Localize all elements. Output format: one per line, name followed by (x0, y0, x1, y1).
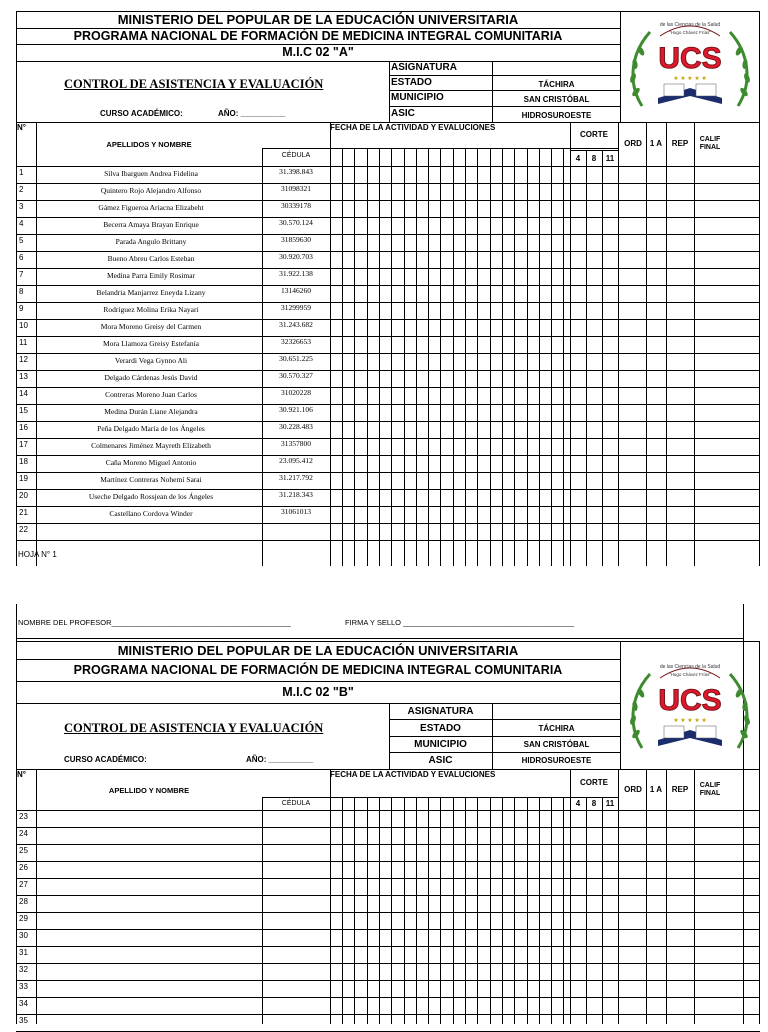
municipio-value-b: SAN CRISTÓBAL (523, 740, 590, 749)
student-cedula: 31061013 (281, 507, 311, 516)
grid-line (16, 963, 760, 964)
row-number: 19 (19, 474, 28, 483)
ministry-title: MINISTERIO DEL POPULAR DE LA EDUCACIÓN UNIVERSITARIA (117, 12, 519, 27)
row-number: 33 (19, 982, 28, 991)
grid-line (570, 150, 618, 151)
svg-text:"Hugo Chávez Frías": "Hugo Chávez Frías" (669, 30, 711, 35)
student-name: Medina Durán Liane Alejandra (104, 407, 198, 416)
asic-label: ASIC (391, 108, 415, 119)
grid-line (16, 200, 760, 201)
row-number: 29 (19, 914, 28, 923)
row-number: 14 (19, 389, 28, 398)
student-name: Contreras Moreno Juan Carlos (105, 390, 197, 399)
grid-line (391, 797, 392, 1024)
student-name: Silva Ibarguen Andrea Fidelina (104, 169, 198, 178)
svg-text:UCS: UCS (658, 684, 722, 717)
corte-col-8: 8 (591, 153, 597, 163)
row-number: 1 (19, 168, 24, 177)
grid-line (502, 797, 503, 1024)
grid-line (16, 302, 760, 303)
grid-line (428, 148, 429, 566)
ucs-logo-icon (624, 656, 756, 764)
row-number: 28 (19, 897, 28, 906)
student-name: Colmenares Jiménez Mayreth Elizabeth (91, 441, 211, 450)
svg-text:UCS: UCS (658, 42, 722, 75)
municipio-label: MUNICIPIO (391, 92, 444, 103)
student-cedula: 31.217.792 (279, 473, 313, 482)
municipio-label-b: MUNICIPIO (414, 739, 467, 750)
student-cedula: 13146260 (281, 286, 311, 295)
grid-line (586, 797, 587, 1024)
grid-line (16, 319, 760, 320)
anio-label-b: AÑO: __________ (246, 755, 314, 764)
student-cedula: 31859630 (281, 235, 311, 244)
section-title: M.I.C 02 "A" (282, 45, 354, 59)
grid-line (16, 404, 760, 405)
grid-line (16, 166, 760, 167)
estado-label: ESTADO (391, 77, 432, 88)
student-name: Peña Delgado María de los Ángeles (97, 424, 205, 433)
program-title: PROGRAMA NACIONAL DE FORMACIÓN DE MEDICINA INTEGRAL COMUNITARIA (73, 29, 563, 43)
student-cedula: 31020228 (281, 388, 311, 397)
grid-line (586, 150, 587, 566)
grid-line (551, 797, 552, 1024)
row-number: 3 (19, 202, 24, 211)
row-number: 27 (19, 880, 28, 889)
student-cedula: 31299959 (281, 303, 311, 312)
grid-line (563, 797, 564, 1024)
row-number: 18 (19, 457, 28, 466)
student-name: Rodríguez Molina Erika Nayari (103, 305, 199, 314)
grid-line (354, 148, 355, 566)
name-header-b: APELLIDO Y NOMBRE (108, 785, 190, 795)
grid-line (16, 353, 760, 354)
row-number: 11 (19, 338, 28, 347)
anio-label: AÑO: __________ (218, 109, 286, 118)
control-title: CONTROL DE ASISTENCIA Y EVALUACIÓN (64, 77, 324, 91)
row-number: 24 (19, 829, 28, 838)
grid-line (16, 234, 760, 235)
row-number: 31 (19, 948, 28, 957)
student-cedula: 31.243.682 (279, 320, 313, 329)
grid-line (354, 797, 355, 1024)
row-number: 2 (19, 185, 24, 194)
corte-col-11-b: 11 (605, 799, 615, 808)
student-name: Caña Moreno Miguel Antonio (105, 458, 197, 467)
asignatura-label-b: ASIGNATURA (407, 706, 474, 717)
corte-col-4-b: 4 (575, 799, 581, 808)
student-cedula: 31.398.843 (279, 167, 313, 176)
grid-line (602, 797, 603, 1024)
row-number: 22 (19, 525, 28, 534)
student-cedula: 32326653 (281, 337, 311, 346)
grid-line (416, 797, 417, 1024)
student-cedula: 30339178 (281, 201, 311, 210)
grid-line (16, 387, 760, 388)
student-name: Mora Moreno Greisy del Carmen (100, 322, 202, 331)
student-cedula: 31.922.138 (279, 269, 313, 278)
grid-line (551, 148, 552, 566)
rep-header: REP (671, 138, 689, 148)
student-name: Verardi Vega Gynno Ali (114, 356, 188, 365)
row-number: 10 (19, 321, 28, 330)
corte-col-11: 11 (605, 153, 615, 163)
row-number: 16 (19, 423, 28, 432)
grid-line (36, 769, 37, 1024)
svg-text:"Hugo Chávez Frías": "Hugo Chávez Frías" (669, 672, 711, 677)
grid-line (570, 122, 571, 566)
row-number: 34 (19, 999, 28, 1008)
firma-line: FIRMA Y SELLO _________________________________________ (345, 618, 575, 627)
grid-line (666, 769, 667, 1024)
student-name: Mora Llamoza Greisy Estefanía (102, 339, 199, 348)
student-cedula: 30.570.327 (279, 371, 313, 380)
grid-line (330, 769, 331, 1024)
grid-line (16, 251, 760, 252)
row-number: 12 (19, 355, 28, 364)
grid-line (16, 506, 760, 507)
corte-col-8-b: 8 (591, 799, 597, 808)
grid-line (453, 797, 454, 1024)
grid-line (477, 148, 478, 566)
section-title-b: M.I.C 02 "B" (282, 685, 354, 699)
student-cedula: 31357800 (281, 439, 311, 448)
grid-line (16, 421, 760, 422)
grid-line (16, 946, 760, 947)
student-name: Castellano Cordova Winder (109, 509, 193, 518)
one-a-header-b: 1 A (649, 784, 663, 794)
student-cedula: 30.228.483 (279, 422, 313, 431)
municipio-value: SAN CRISTÓBAL (523, 94, 590, 104)
student-cedula: 31098321 (281, 184, 311, 193)
grid-line (262, 797, 618, 798)
row-number: 32 (19, 965, 28, 974)
grid-line (342, 148, 343, 566)
grid-line (618, 122, 619, 566)
grid-line (502, 148, 503, 566)
grid-line (16, 285, 760, 286)
control-title-b: CONTROL DE ASISTENCIA Y EVALUACIÓN (64, 721, 324, 735)
grid-line (618, 769, 619, 1024)
grid-line (16, 336, 760, 337)
grid-line (477, 797, 478, 1024)
grid-line (602, 150, 603, 566)
ord-header-b: ORD (624, 784, 642, 794)
grid-line (367, 797, 368, 1024)
grid-line (694, 122, 695, 566)
svg-text:★ ★ ★ ★ ★: ★ ★ ★ ★ ★ (673, 718, 707, 724)
grid-line (539, 797, 540, 1024)
fecha-header: FECHA DE LA ACTIVIDAD Y EVALUCIONES (330, 123, 496, 132)
corte-header: CORTE (580, 129, 608, 139)
grid-line (16, 438, 760, 439)
asignatura-label: ASIGNATURA (391, 62, 457, 73)
row-number: 20 (19, 491, 28, 500)
fecha-header-b: FECHA DE LA ACTIVIDAD Y EVALUCIONES (330, 770, 496, 779)
grid-line (342, 797, 343, 1024)
row-number: 17 (19, 440, 28, 449)
ucs-logo-b (624, 656, 756, 764)
grid-line (16, 540, 760, 541)
corte-header-b: CORTE (580, 777, 608, 787)
row-number: 6 (19, 253, 24, 262)
grid-line (16, 489, 760, 490)
grid-line (16, 810, 760, 811)
grid-line (262, 797, 263, 1024)
grid-line (428, 797, 429, 1024)
grid-line (16, 472, 760, 473)
ucs-logo-icon (624, 14, 756, 122)
grid-line (440, 797, 441, 1024)
grid-line (514, 797, 515, 1024)
calif-header: CALIF FINAL (699, 136, 721, 151)
grid-line (404, 797, 405, 1024)
student-name: Gámez Figueroa Ariacna Elizabeht (98, 203, 204, 212)
estado-value: TÁCHIRA (538, 79, 575, 89)
row-number: 26 (19, 863, 28, 872)
grid-line (330, 122, 331, 566)
grid-line (379, 797, 380, 1024)
svg-text:★ ★ ★ ★ ★: ★ ★ ★ ★ ★ (673, 76, 707, 82)
row-number: 23 (19, 812, 28, 821)
grid-line (379, 148, 380, 566)
rep-header-b: REP (671, 784, 689, 794)
grid-line (391, 148, 392, 566)
grid-line (465, 148, 466, 566)
one-a-header: 1 A (649, 138, 663, 148)
grid-line (16, 183, 760, 184)
ministry-title-b: MINISTERIO DEL POPULAR DE LA EDUCACIÓN UNIVERSITARIA (117, 642, 519, 658)
student-name: Medina Parra Emily Rosimar (106, 271, 196, 280)
program-title-b: PROGRAMA NACIONAL DE FORMACIÓN DE MEDICINA INTEGRAL COMUNITARIA (73, 663, 563, 677)
grid-line (16, 455, 760, 456)
grid-line (16, 268, 760, 269)
student-name: Belandria Manjarrez Eneyda Lizany (96, 288, 206, 297)
asic-value-b: HIDROSUROESTE (521, 756, 592, 765)
student-name: Bueno Abreu Carlos Esteban (107, 254, 195, 263)
grid-line (570, 769, 571, 1024)
num-header-b: N° (17, 770, 26, 779)
grid-line (666, 122, 667, 566)
student-name: Useche Delgado Rossjean de los Ángeles (88, 492, 214, 501)
grid-line (465, 797, 466, 1024)
grid-line (527, 148, 528, 566)
row-number: 7 (19, 270, 24, 279)
row-number: 15 (19, 406, 28, 415)
grid-line (539, 148, 540, 566)
grid-line (367, 148, 368, 566)
grid-line (16, 912, 760, 913)
grid-line (16, 523, 760, 524)
curso-label-b: CURSO ACADÉMICO: (64, 755, 147, 764)
grid-line (514, 148, 515, 566)
grid-line (16, 844, 760, 845)
corte-col-4: 4 (575, 153, 581, 163)
row-number: 8 (19, 287, 24, 296)
student-name: Martínez Contreras Nohemí Sarai (100, 475, 202, 484)
grid-line (646, 769, 647, 1024)
student-name: Parada Angulo Brittany (115, 237, 187, 246)
grid-line (16, 878, 760, 879)
student-name: Quintero Rojo Alejandro Alfonso (100, 186, 202, 195)
estado-value-b: TÁCHIRA (538, 723, 575, 733)
grid-line (490, 148, 491, 566)
grid-line (262, 148, 618, 149)
grid-line (16, 861, 760, 862)
svg-text:de las Ciencias de la Salud: de las Ciencias de la Salud (659, 22, 721, 28)
profesor-line: NOMBRE DEL PROFESOR___________________________________________ (18, 618, 291, 627)
row-number: 35 (19, 1016, 28, 1025)
row-number: 21 (19, 508, 28, 517)
grid-line (16, 997, 760, 998)
student-cedula: 31.218.343 (279, 490, 313, 499)
student-cedula: 30.570.124 (279, 218, 313, 227)
student-cedula: 30.921.106 (279, 405, 313, 414)
row-number: 25 (19, 846, 28, 855)
num-header: N° (17, 123, 26, 132)
grid-line (16, 827, 760, 828)
cedula-header: CÉDULA (281, 151, 311, 159)
row-number: 9 (19, 304, 24, 313)
grid-line (694, 769, 695, 1024)
student-cedula: 30.651.225 (279, 354, 313, 363)
grid-line (563, 148, 564, 566)
name-header: APELLIDOS Y NOMBRE (106, 139, 192, 149)
grid-line (16, 370, 760, 371)
hoja-label: HOJA N° 1 (18, 550, 57, 559)
row-number: 5 (19, 236, 24, 245)
grid-line (416, 148, 417, 566)
row-number: 4 (19, 219, 24, 228)
ord-header: ORD (624, 138, 642, 148)
student-name: Becerra Amaya Brayan Enrique (103, 220, 199, 229)
asic-value: HIDROSUROESTE (521, 110, 592, 120)
grid-line (16, 217, 760, 218)
grid-line (16, 1014, 760, 1015)
grid-line (16, 929, 760, 930)
ucs-logo (624, 14, 756, 122)
row-number: 13 (19, 372, 28, 381)
calif-header-b: CALIF FINAL (699, 782, 721, 797)
grid-line (490, 797, 491, 1024)
grid-line (16, 980, 760, 981)
cedula-header-b: CÉDULA (281, 800, 311, 807)
svg-text:de las Ciencias de la Salud: de las Ciencias de la Salud (659, 664, 721, 670)
grid-line (404, 148, 405, 566)
grid-line (527, 797, 528, 1024)
student-cedula: 30.920.703 (279, 252, 313, 261)
student-name: Delgado Cárdenas Jesús David (104, 373, 198, 382)
row-number: 30 (19, 931, 28, 940)
asic-label-b: ASIC (428, 755, 453, 766)
grid-line (453, 148, 454, 566)
grid-line (440, 148, 441, 566)
curso-label: CURSO ACADÉMICO: (100, 109, 183, 118)
grid-line (646, 122, 647, 566)
student-cedula: 23.095.412 (279, 456, 313, 465)
grid-line (16, 895, 760, 896)
estado-label-b: ESTADO (420, 722, 461, 734)
